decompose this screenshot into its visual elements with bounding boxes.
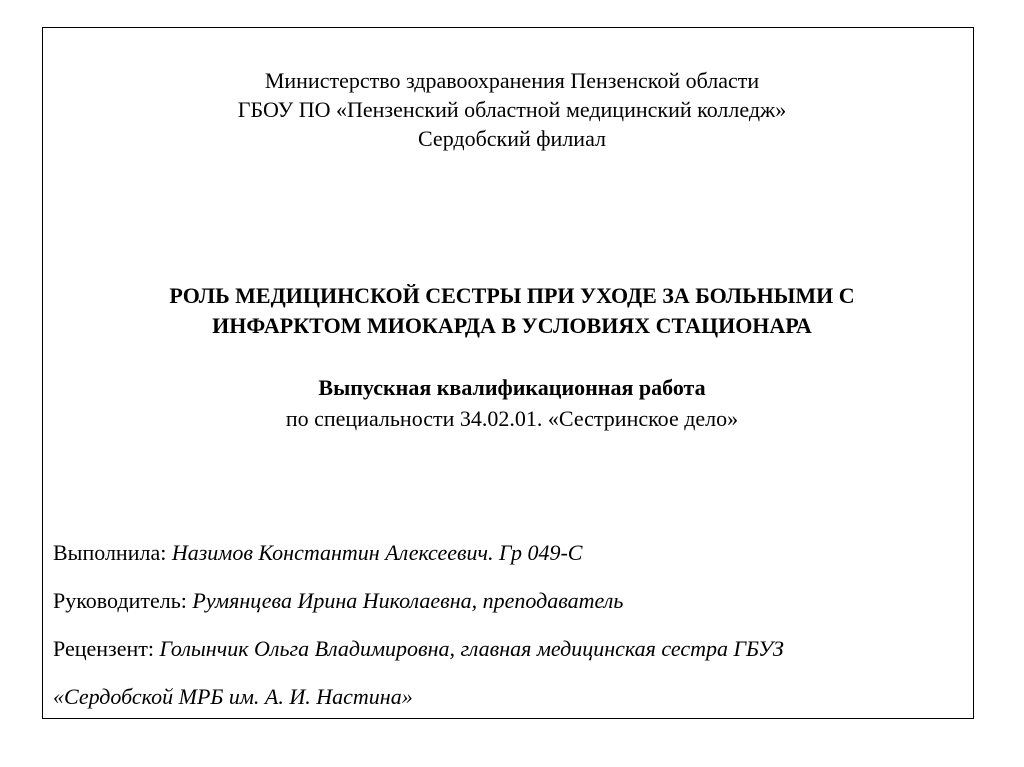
- author-line: [53, 537, 784, 585]
- supervisor-value: Румянцева Ирина Николаевна, преподаватель: [192, 588, 624, 613]
- author-value: Назимов Константин Алексеевич. Гр 049-С: [171, 540, 583, 565]
- reviewer-line: [53, 633, 784, 681]
- college-line: ГБОУ ПО «Пензенский областной медицинский колледж»: [237, 97, 787, 122]
- reviewer-value-cont: «Сердобской МРБ им. А. И. Настина»: [53, 684, 413, 709]
- author-label: Выполнила:: [53, 540, 172, 565]
- credits-block: [53, 537, 784, 729]
- supervisor-line: [53, 585, 784, 633]
- branch-line: Сердобский филиал: [417, 126, 607, 151]
- work-type: Выпускная квалификационная работа: [318, 375, 706, 400]
- thesis-title-line-1: РОЛЬ МЕДИЦИНСКОЙ СЕСТРЫ ПРИ УХОДЕ ЗА БОЛЬНЫМИ С: [169, 283, 855, 308]
- institution-header: [0, 66, 1024, 153]
- work-type-block: [0, 372, 1024, 434]
- ministry-line: Министерство здравоохранения Пензенской области: [264, 68, 760, 93]
- supervisor-label: Руководитель:: [53, 588, 193, 613]
- reviewer-label: Рецензент:: [53, 636, 160, 661]
- specialty-line: по специальности 34.02.01. «Сестринское дело»: [285, 406, 739, 431]
- reviewer-line-cont: [53, 681, 784, 729]
- thesis-title-line-2: ИНФАРКТОМ МИОКАРДА В УСЛОВИЯХ СТАЦИОНАРА: [212, 313, 812, 338]
- thesis-title: [0, 281, 1024, 341]
- reviewer-value: Голынчик Ольга Владимировна, главная медицинская сестра ГБУЗ: [159, 636, 784, 661]
